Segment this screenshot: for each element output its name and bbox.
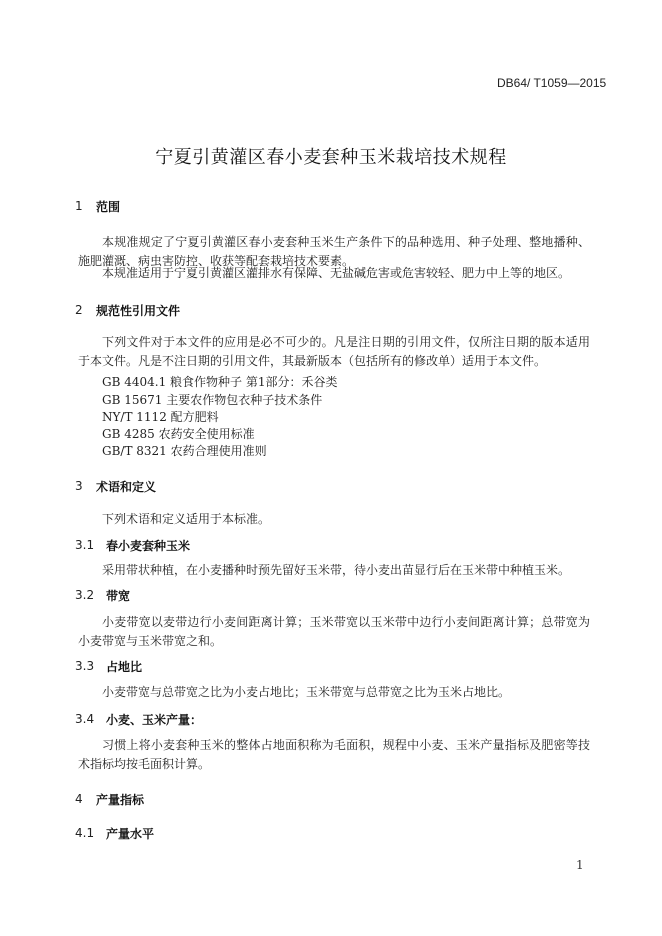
- section-3-2-number: 3.2: [75, 588, 95, 602]
- reference-item: GB 4285 农药安全使用标准: [102, 427, 255, 441]
- section-3-3-paragraph: 小麦带宽与总带宽之比为小麦占地比；玉米带宽与总带宽之比为玉米占地比。: [102, 685, 511, 699]
- section-3-number: 3: [75, 479, 83, 493]
- section-1-number: 1: [75, 199, 83, 213]
- section-1-paragraph-2: 本规准适用于宁夏引黄灌区灌排水有保障、无盐碱危害或危害较轻、肥力中上等的地区。: [102, 266, 571, 280]
- section-3-title: 术语和定义: [96, 480, 157, 494]
- section-1-title: 范围: [96, 200, 121, 214]
- section-3-4-number: 3.4: [75, 712, 95, 726]
- section-4-title: 产量指标: [96, 793, 145, 807]
- section-3-3-title: 占地比: [106, 660, 143, 674]
- section-3-3-number: 3.3: [75, 659, 95, 673]
- section-4-number: 4: [75, 792, 83, 806]
- section-2-title: 规范性引用文件: [96, 304, 181, 318]
- page-number: 1: [576, 858, 584, 872]
- section-2-paragraph-1: 下列文件对于本文件的应用是必不可少的。凡是注日期的引用文件，仅所注日期的版本适用于本文件。凡是不注日期的引用文件，其最新版本（包括所有的修改单）适用于本文件。: [78, 335, 590, 368]
- reference-item: GB 15671 主要农作物包衣种子技术条件: [102, 393, 323, 407]
- reference-item: NY/T 1112 配方肥料: [102, 410, 219, 424]
- section-3-1-paragraph: 采用带状种植，在小麦播种时预先留好玉米带，待小麦出苗显行后在玉米带中种植玉米。: [102, 563, 571, 577]
- document-code: DB64/ T1059—2015: [497, 76, 607, 90]
- section-3-1-number: 3.1: [75, 538, 95, 552]
- reference-item: GB 4404.1 粮食作物种子 第1部分：禾谷类: [102, 375, 338, 389]
- document-title: 宁夏引黄灌区春小麦套种玉米栽培技术规程: [155, 147, 507, 168]
- section-4-1-title: 产量水平: [106, 827, 155, 841]
- section-3-4-paragraph: 习惯上将小麦套种玉米的整体占地面积称为毛面积，规程中小麦、玉米产量指标及肥密等技术指标均按毛面积计算。: [78, 738, 590, 771]
- reference-item: GB/T 8321 农药合理使用准则: [102, 444, 267, 458]
- section-3-1-title: 春小麦套种玉米: [106, 539, 191, 553]
- section-2-number: 2: [75, 303, 83, 317]
- section-3-2-title: 带宽: [106, 589, 131, 603]
- section-3-4-title: 小麦、玉米产量：: [106, 713, 203, 727]
- section-3-2-paragraph: 小麦带宽以麦带边行小麦间距离计算；玉米带宽以玉米带中边行小麦间距离计算；总带宽为小麦带宽与玉米带宽之和。: [78, 615, 590, 648]
- section-4-1-number: 4.1: [75, 826, 95, 840]
- section-1-paragraph-1: 本规准规定了宁夏引黄灌区春小麦套种玉米生产条件下的品种选用、种子处理、整地播种、施肥灌溉、病虫害防控、收获等配套栽培技术要素。: [78, 235, 590, 268]
- section-3-paragraph-1: 下列术语和定义适用于本标准。: [102, 512, 271, 526]
